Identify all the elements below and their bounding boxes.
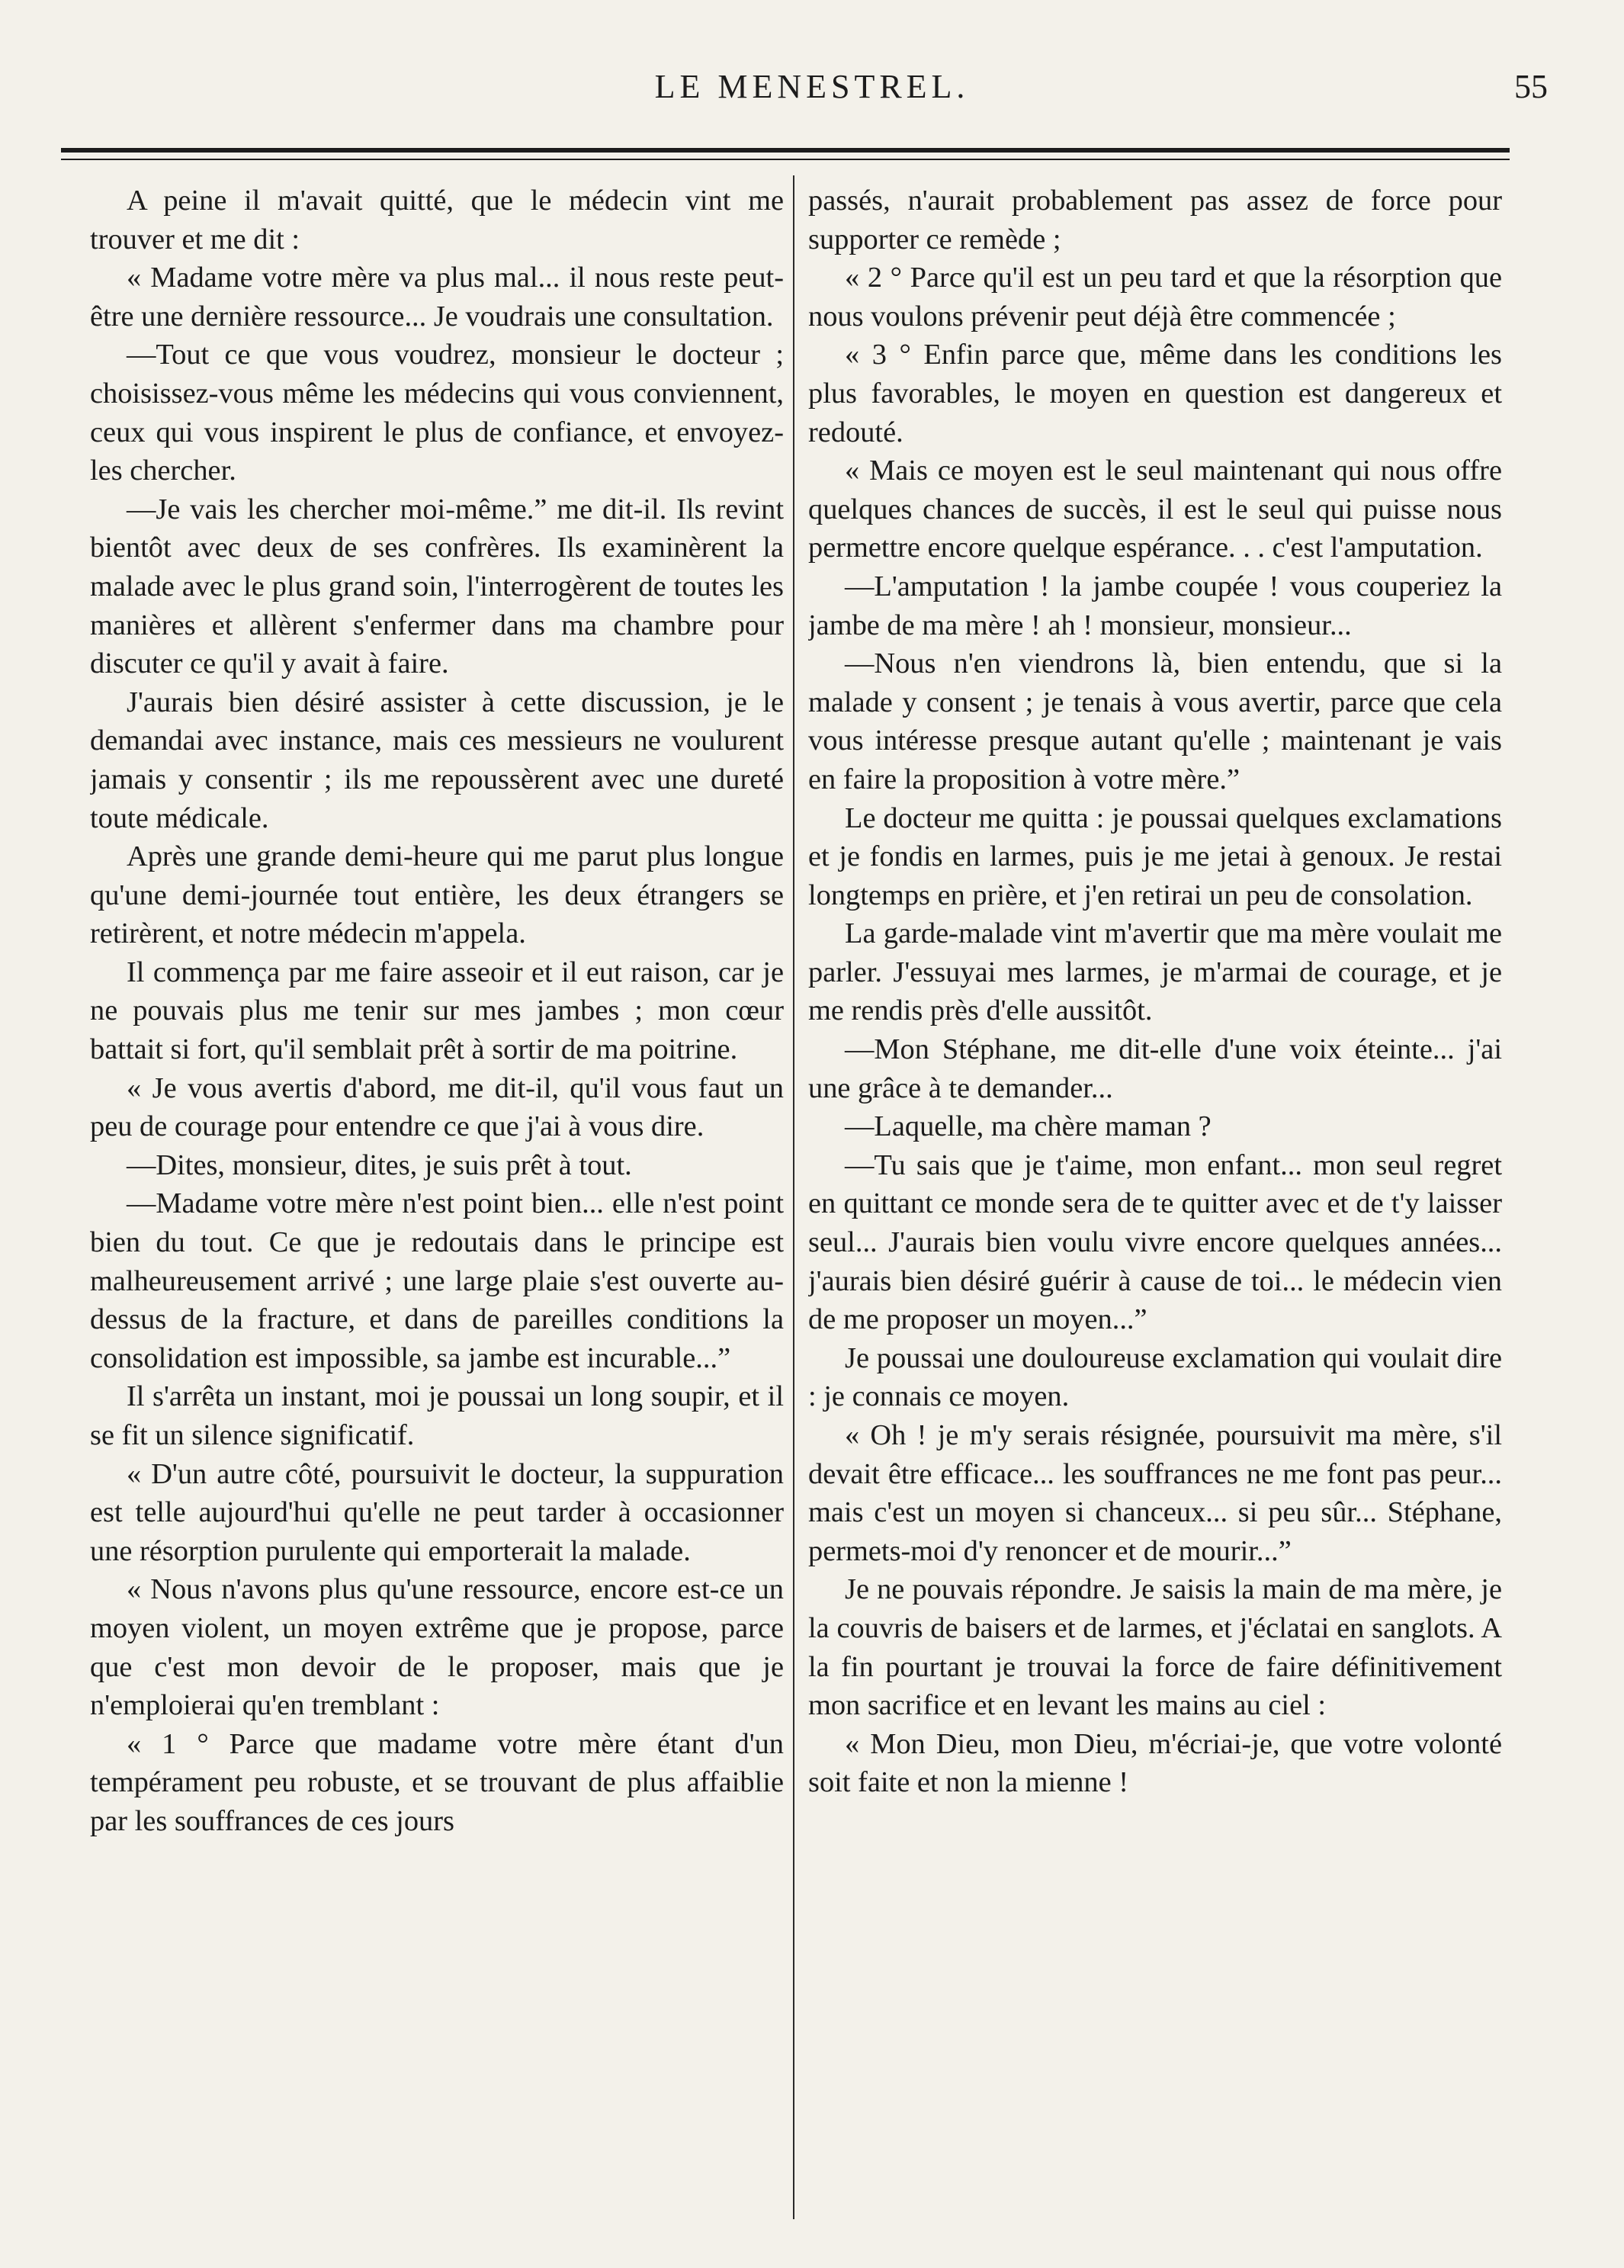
paragraph: « 3 ° Enfin parce que, même dans les conditions les plus favorables, le moyen en question est dangereux et redouté. [808, 339, 1502, 448]
paragraph: Le docteur me quitta : je poussai quelques exclamations et je fondis en larmes, puis je me jetai à genoux. Je restai longtemps en prière, et j'en retirai un peu de consolation. [808, 802, 1502, 911]
paragraph: passés, n'aurait probablement pas assez de force pour supporter ce remède ; [808, 185, 1502, 255]
right-column [808, 182, 1502, 2241]
paragraph: « D'un autre côté, poursuivit le docteur, la suppuration est telle aujourd'hui qu'elle ne peut tarder à occasionner une résorption purulente qui emporterait la malade. [90, 1457, 784, 1567]
paragraph: Je poussai une douloureuse exclamation qui voulait dire : je connais ce moyen. [808, 1341, 1502, 1413]
journal-title: LE MENESTREL. [654, 68, 970, 105]
left-column [90, 182, 784, 2241]
paragraph: —L'amputation ! la jambe coupée ! vous couperiez la jambe de ma mère ! ah ! monsieur, monsieur... [808, 570, 1502, 641]
paragraph: « 2 ° Parce qu'il est un peu tard et que la résorption que nous voulons prévenir peut déjà être commencée ; [808, 262, 1502, 332]
running-head [0, 67, 1624, 113]
paragraph: « Oh ! je m'y serais résignée, poursuivit ma mère, s'il devait être efficace... les souffrances ne me font pas peur... mais c'est un moyen si chanceux... si peu sûr... Stéphane, permets-moi d'y renoncer et de mourir...” [808, 1419, 1502, 1567]
paragraph: « Nous n'avons plus qu'une ressource, encore est-ce un moyen violent, un moyen extrême que je propose, parce que c'est mon devoir de le proposer, mais que je n'emploierai qu'en tremblant : [90, 1573, 784, 1722]
paragraph: Je ne pouvais répondre. Je saisis la main de ma mère, je la couvris de baisers et de larmes, et j'éclatai en sanglots. A la fin pourtant je trouvai la force de faire définitivement mon sacrifice et en levant les mains au ciel : [808, 1573, 1502, 1722]
paragraph: —Nous n'en viendrons là, bien entendu, que si la malade y consent ; je tenais à vous avertir, parce que cela vous intéresse presque autant qu'elle ; maintenant je vais en faire la proposition à votre mère.” [808, 647, 1502, 795]
paragraph: « Madame votre mère va plus mal... il nous reste peut-être une dernière ressource... Je voudrais une consultation. [90, 262, 784, 332]
paragraph: —Dites, monsieur, dites, je suis prêt à tout. [127, 1148, 632, 1181]
column-divider [793, 175, 794, 2219]
paragraph: « 1 ° Parce que madame votre mère étant d'un tempérament peu robuste, et se trouvant de plus affaiblie par les souffrances de ces jours [90, 1727, 784, 1837]
paragraph: —Madame votre mère n'est point bien... elle n'est point bien du tout. Ce que je redoutais dans le principe est malheureusement arrivé ; une large plaie s'est ouverte au-dessus de la fracture, et dans de pareilles conditions la consolidation est impossible, sa jambe est incurable...” [90, 1187, 784, 1374]
paragraph: —Mon Stéphane, me dit-elle d'une voix éteinte... j'ai une grâce à te demander... [808, 1033, 1502, 1104]
paragraph: « Je vous avertis d'abord, me dit-il, qu'il vous faut un peu de courage pour entendre ce que j'ai à vous dire. [90, 1071, 784, 1143]
paragraph: —Tu sais que je t'aime, mon enfant... mon seul regret en quittant ce monde sera de te quitter avec et de t'y laisser seul... J'aurais bien voulu vivre encore quelques années... j'aurais bien désiré guérir à cause de toi... le médecin vien de me proposer un moyen...” [808, 1148, 1502, 1336]
paragraph: Il commença par me faire asseoir et il eut raison, car je ne pouvais plus me tenir sur mes jambes ; mon cœur battait si fort, qu'il semblait prêt à sortir de ma poitrine. [90, 956, 784, 1066]
paragraph: —Je vais les chercher moi-même.” me dit-il. Ils revint bientôt avec deux de ses confrères. Ils examinèrent la malade avec le plus grand soin, l'interrogèrent de toutes les manières et allèrent s'enfermer dans ma chambre pour discuter ce qu'il y avait à faire. [90, 493, 784, 680]
paragraph: A peine il m'avait quitté, que le médecin vint me trouver et me dit : [90, 185, 784, 255]
paragraph: « Mais ce moyen est le seul maintenant qui nous offre quelques chances de succès, il est le seul qui puisse nous permettre encore quelque espérance. . . c'est l'amputation. [808, 455, 1502, 564]
paragraph: Après une grande demi-heure qui me parut plus longue qu'une demi-journée tout entière, les deux étrangers se retirèrent, et notre médecin m'appela. [90, 840, 784, 950]
header-rule-thick [61, 148, 1510, 153]
paragraph: La garde-malade vint m'avertir que ma mère voulait me parler. J'essuyai mes larmes, je m'armai de courage, et je me rendis près d'elle aussitôt. [808, 917, 1502, 1027]
paragraph: —Tout ce que vous voudrez, monsieur le docteur ; choisissez-vous même les médecins qui vous conviennent, ceux qui vous inspirent le plus de confiance, et envoyez-les chercher. [90, 339, 784, 487]
header-rule-thin [61, 159, 1510, 160]
paragraph: « Mon Dieu, mon Dieu, m'écriai-je, que votre volonté soit faite et non la mienne ! [808, 1727, 1502, 1799]
paragraph: Il s'arrêta un instant, moi je poussai un long soupir, et il se fit un silence significatif. [90, 1380, 784, 1451]
paragraph: —Laquelle, ma chère maman ? [845, 1110, 1212, 1143]
paragraph: J'aurais bien désiré assister à cette discussion, je le demandai avec instance, mais ces messieurs ne voulurent jamais y consentir ; ils me repoussèrent avec une dureté toute médicale. [90, 686, 784, 834]
page-number: 55 [1514, 68, 1548, 105]
